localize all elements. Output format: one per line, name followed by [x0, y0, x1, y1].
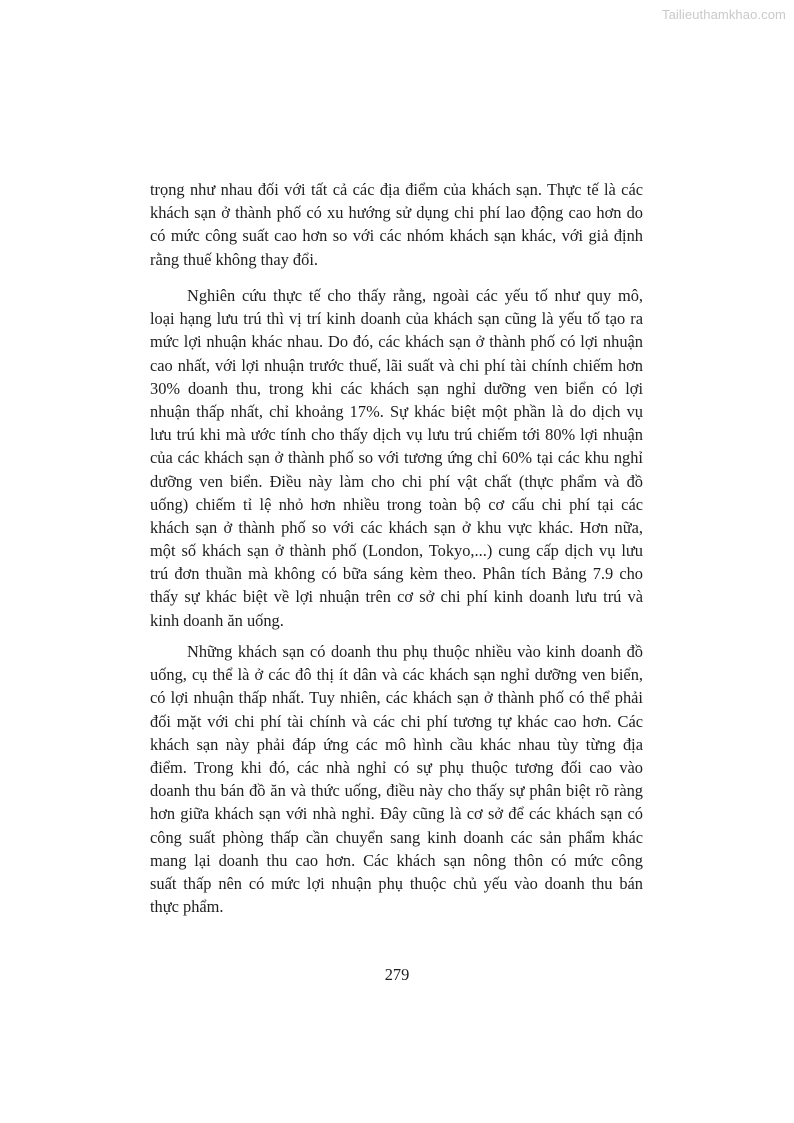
watermark-text: Tailieuthamkhao.com: [661, 7, 786, 22]
text-line: điểm. Trong khi đó, các nhà nghỉ có sự phụ thuộc tương đối cao vào: [150, 757, 643, 777]
text-line: Nghiên cứu thực tế cho thấy rằng, ngoài các yếu tố như quy mô,: [187, 286, 643, 305]
text-line: của các khách sạn ở thành phố so với tương ứng chỉ 60% tại các khu nghỉ: [150, 448, 643, 468]
page-body: [150, 0, 643, 1123]
text-line: có lợi nhuận thấp nhất. Tuy nhiên, các khách sạn ở thành phố có thể phải: [150, 688, 643, 708]
text-line: Những khách sạn có doanh thu phụ thuộc nhiều vào kinh doanh đồ: [187, 642, 643, 661]
paragraph-2: [150, 284, 643, 632]
text-line: mang lại doanh thu cao hơn. Các khách sạn nông thôn có mức công: [150, 850, 643, 870]
text-line: trọng như nhau đối với tất cả các địa điểm của khách sạn. Thực tế là các: [150, 180, 643, 199]
text-line: dưỡng ven biển. Điều này làm cho chi phí vật chất (thực phẩm và đồ: [150, 471, 643, 491]
text-line: khách sạn ở thành phố có xu hướng sử dụng chi phí lao động cao hơn do: [150, 203, 643, 223]
text-line: 30% doanh thu, trong khi các khách sạn nghỉ dưỡng ven biển có lợi: [150, 378, 643, 398]
text-line: hơn giữa khách sạn với nhà nghỉ. Đây cũng là cơ sở để các khách sạn có: [150, 804, 643, 824]
text-line: cao nhất, với lợi nhuận trước thuế, lãi suất và chi phí tài chính chiếm hơn: [150, 355, 643, 375]
text-line: loại hạng lưu trú thì vị trí kinh doanh của khách sạn cũng là yếu tố tạo ra: [150, 309, 643, 329]
text-line: mức lợi nhuận khác nhau. Do đó, các khách sạn ở thành phố có lợi nhuận: [150, 332, 643, 352]
paragraph-3: [150, 640, 643, 918]
text-line: uống, cụ thể là ở các đô thị ít dân và các khách sạn nghỉ dưỡng ven biển,: [150, 665, 643, 685]
text-line: công suất phòng thấp cần chuyển sang kinh doanh các sản phẩm khác: [150, 827, 643, 847]
text-line: đối mặt với chi phí tài chính và các chi phí tương tự khác cao hơn. Các: [150, 711, 643, 731]
page-number: 279: [384, 965, 410, 984]
text-line: khách sạn ở thành phố so với các khách sạn ở khu vực khác. Hơn nữa,: [150, 517, 643, 537]
text-line: một số khách sạn ở thành phố (London, Tokyo,...) cung cấp dịch vụ lưu: [150, 541, 643, 561]
text-line: lưu trú khi mà ước tính cho thấy dịch vụ lưu trú chiếm tới 80% lợi nhuận: [150, 425, 643, 445]
text-line: thấy sự khác biệt về lợi nhuận trên cơ sở chi phí kinh doanh lưu trú và: [150, 587, 643, 607]
text-line: trú đơn thuần mà không có bữa sáng kèm theo. Phân tích Bảng 7.9 cho: [150, 564, 643, 584]
text-line: nhuận thấp nhất, chỉ khoảng 17%. Sự khác biệt một phần là do dịch vụ: [150, 401, 643, 421]
text-line: rằng thuế không thay đổi.: [150, 249, 318, 269]
text-line: kinh doanh ăn uống.: [150, 610, 284, 630]
text-line: doanh thu bán đồ ăn và thức uống, điều này cho thấy sự phân biệt rõ ràng: [150, 781, 643, 801]
text-line: có mức công suất cao hơn so với các nhóm khách sạn khác, với giả định: [150, 226, 643, 246]
text-line: khách sạn này phải đáp ứng các mô hình cầu khác nhau tùy từng địa: [150, 734, 643, 754]
text-line: suất thấp nên có mức lợi nhuận phụ thuộc chủ yếu vào doanh thu bán: [150, 873, 643, 893]
paragraph-1: [150, 178, 643, 271]
text-line: uống) chiếm tỉ lệ nhỏ hơn nhiều trong toàn bộ cơ cấu chi phí tại các: [150, 494, 643, 514]
text-line: thực phẩm.: [150, 897, 224, 917]
